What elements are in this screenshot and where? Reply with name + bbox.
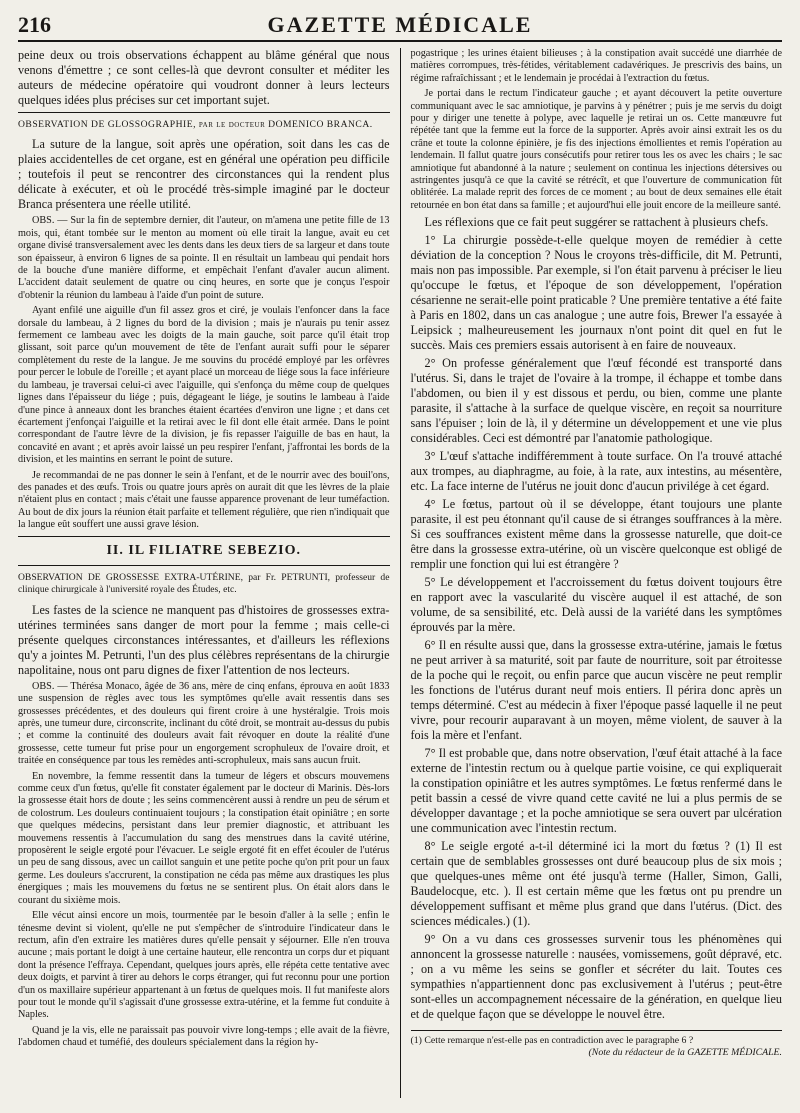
reflection-item: 5° Le développement et l'accroissement du fœtus doivent toujours être en rapport avec la vascularité du viscère auquel il est attaché, de son volume, de sa sensibilité, etc. Delà aussi de la variété dans les symptômes éprouvés par la mère. — [410, 575, 782, 635]
observation-heading: OBSERVATION DE GROSSESSE EXTRA-UTÉRINE, par Fr. PETRUNTI, professeur de clinique chirurgicale à l'université royale des Études, etc. — [18, 571, 390, 596]
observation-paragraph: OBS. — Thérésa Monaco, âgée de 36 ans, mère de cinq enfans, éprouva en août 1833 une suspension de règles avec tous les symptômes qu'elle avait ressentis dans ses grossesses précédentes, et des douleurs qui firent croire à une hystéralgie. Trois mois après, une tumeur dure, circonscrite, inclinant du côté droit, se montrait au-dessus du pubis ; et comme la continuité des douleurs avait fait révoquer en doute la réalité d'une grossesse, cette tumeur fut prise pour un engorgement scrophuleux de l'ovaire droit, et traitée en conséquence par tous les remèdes anti-scrophuleux, mais sans aucun fruit. — [18, 680, 390, 767]
left-column — [18, 48, 401, 1098]
page-number: 216 — [18, 12, 51, 37]
observation-paragraph: OBS. — Sur la fin de septembre dernier, dit l'auteur, on m'amena une petite fille de 13 mois, qui, étant tombée sur le menton au moment où elle tirait la langue, avait eu cet organe divisé transversalement avec les dents dans les deux tiers de sa largeur et dans toute son épaisseur, à environ 6 lignes de sa pointe. Il en résultait un lambeau qui pendait hors de la bouche d'une manière difforme, et empêchait l'enfant d'avaler aucun aliment. L'accident datait seulement de quatre ou cinq heures, en sorte que je conçus l'espoir d'obtenir la réunion du lambeau à l'aide d'un point de suture. — [18, 215, 390, 301]
observation-intro: La suture de la langue, soit après une opération, soit dans les cas de plaies accidentelles de cet organe, est en général une opération peu difficile ; toutefois il peut se rencontrer des circonstances qui la rendent plus délicate à exécuter, et où le procédé très-simple imaginé par le docteur Branca présentera une réelle utilité. — [18, 137, 390, 212]
divider — [18, 112, 390, 113]
observation-paragraph: Je recommandai de ne pas donner le sein à l'enfant, et de le nourrir avec des bouil'ons, des panades et des œufs. Trois ou quatre jours après on aurait dit que les lèvres de la plaie n'étaient plus en contact ; mais c'était une fausse apparence provenant de leur tuméfaction. Au bout de dix jours la réunion était parfaite et tellement régulière, que rien n'indiquait que la langue eût souffert une aussi grave lésion. — [18, 469, 390, 531]
reflection-item: 7° Il est probable que, dans notre observation, l'œuf était attaché à la face externe de l'intestin rectum ou à quelque partie voisine, ce qui expliquerait la constipation opiniâtre et les autres symptômes. Le fœtus renfermé dans le petit bassin a cessé de vivre quand cette cavité ne lui a plus permis de se développer davantage ; et la poche amniotique se sera ouvert par ulcération une communication avec l'intestin rectum. — [410, 746, 782, 836]
intro-paragraph: peine deux ou trois observations échappent au blâme général que nous venons d'émettre ; ce sont celles-là que devront consulter et méditer les auteurs de médecine opératoire qui voudront donner à leurs lecteurs quelques idées plus précises sur cet important sujet. — [18, 48, 390, 107]
observation-heading: OBSERVATION DE GLOSSOGRAPHIE, par le docteur DOMENICO BRANCA. — [18, 119, 373, 130]
divider — [18, 536, 390, 537]
right-column — [401, 48, 783, 1098]
reflection-item: 8° Le seigle ergoté a-t-il déterminé ici la mort du fœtus ? (1) Il est certain que de semblables grossesses ont duré beaucoup plus de six mois ; que quelques-unes même ont été jusqu'à terme (Haller, Simon, Galli, Baudelocque, etc. ). Il est certain même que les fœtus ont pu prendre un développement suffisant et même plus grand que dans l'utérus. (Dict. des sciences médicales.) (1). — [410, 839, 782, 929]
reflection-item: 3° L'œuf s'attache indifféremment à toute surface. On l'a trouvé attaché aux trompes, au diaphragme, au foie, à la rate, aux intestins, au mésentère, etc. La face interne de l'utérus ne jouit donc d'aucun privilége à cet égard. — [410, 449, 782, 494]
divider — [18, 565, 390, 566]
reflection-item: 9° On a vu dans ces grossesses survenir tous les phénomènes qui annoncent la grossesse naturelle : nausées, vomissemens, goût dépravé, etc. ; on a vu même les seins se gonfler et sécréter du lait. Toutes ces sympathies n'appartiennent donc pas exclusivement à l'utérus ; peut-être sont-elles un accompagnement nécessaire de la génération, en quelque lieu et de quelque façon que se développe le nouvel être. — [410, 932, 782, 1022]
page-header — [18, 12, 782, 42]
section-title: II. IL FILIATRE SEBEZIO. — [106, 542, 302, 558]
observation-paragraph: Quand je la vis, elle ne paraissait pas pouvoir vivre long-temps ; elle avait de la fièvre, l'abdomen chaud et tuméfié, des douleurs spécialement dans la région hy- — [18, 1024, 390, 1049]
reflection-item: 1° La chirurgie possède-t-elle quelque moyen de remédier à cette déviation de la conception ? Nous le croyons très-difficile, dit M. Petrunti, mais non pas impossible. Par exemple, si l'on était parvenu à préciser le lieu qu'occupe le fœtus, et l'époque de son développement, l'opération césarienne ne serait-elle point praticable ? Une première tentative a été faite à Paris en 1802, dans un cas analogue ; une autre fois, Brewer l'a essayée à Leipsick ; malheureusement les journaux n'ont point dit quel en fut le succès. Mais ces premiers essais autorisent à en faire de nouveaux. — [410, 233, 782, 353]
observation-paragraph: En novembre, la femme ressentit dans la tumeur de légers et obscurs mouvemens comme ceux d'un fœtus, qu'elle fit constater également par le docteur di Marinis. Dès-lors la grossesse était hors de doute ; les seins commencèrent aussi à rendre un peu de sérum et de colostrum. Les douleurs continuaient toujours ; la constipation était opiniâtre ; en sorte que quelques médecins, persistant dans leur premier diagnostic, et attribuant les mouvemens ressentis à l'accumulation du sang des menstrues dans la cavité utérine, proposèrent le seigle ergoté pour l'évacuer. Le seigle ergoté fit en effet écouler de l'utérus un peu de sang dissous, avec un caillot sanguin et une petite poche qu'on prit pour un faux germe. Les douleurs s'accrurent, la constipation ne céda pas même aux drastiques les plus énergiques ; mais les mouvemens du fœtus ne se sentirent plus. On était alors dans le courant du sixième mois. — [18, 770, 390, 906]
observation-paragraph: Elle vécut ainsi encore un mois, tourmentée par le besoin d'aller à la selle ; enfin le ténesme devint si violent, qu'elle ne put s'empêcher de s'introduire l'indicateur dans le rectum, afin d'en extraire les matières dures qu'elle pensait y séjourner. Elle n'en trouva aucune ; mais portant le doigt à une certaine hauteur, elle rencontra un corps dur et piquant dont la présence l'effraya. Cependant, quelques jours après, elle répéta cette tentative avec deux doigts, et parvint à tirer au dehors le corps étranger, qui fut reconnu pour une portion d'un os maxillaire supérieur appartenant à un fœtus de quelques mois. Il fut manifeste alors pour tout le monde qu'il s'agissait d'une grossesse extra-utérine, et la femme fut conduite à Naples. — [18, 910, 390, 1021]
footnote-signature: (Note du rédacteur de la GAZETTE MÉDICALE. — [588, 1047, 782, 1059]
footnote — [411, 1030, 783, 1059]
footnote-text: (1) Cette remarque n'est-elle pas en contradiction avec le paragraphe 6 ? — [410, 1035, 694, 1047]
continued-paragraph: pogastrique ; les urines étaient bilieuses ; à la constipation avait succédé une diarrhée de matières corrompues, très-fétides, véritablement cadavériques. Je prescrivis des bains, un régime rafraîchissant ; et le lendemain je procédai à l'extraction du fœtus. — [410, 48, 782, 84]
continued-paragraph: Je portai dans le rectum l'indicateur gauche ; et ayant découvert la petite ouverture communiquant avec le sac amniotique, je parvins à y pénétrer ; puis je me servis du doigt pour y diriger une tenette à polype, avec laquelle je retirai un os. Cette manœuvre fut répétée tant que la femme eut la force de la supporter. Après avoir ainsi extrait les os du crâne et toute la colonne épinière, je fis des injections émollientes et remis l'opération au lendemain. Il fallut quatre jours consécutifs pour retirer tous les os avec les chairs ; le sac amniotique fut abandonné à la nature ; seulement on continua les injections détersives ou astringentes jusqu'à ce que la cavité se rétrécît, et que l'ouverture de communication fût oblitérée. La malade reprit des forces de ce moment ; au bout de deux semaines elle était retournée en bon état dans sa famille ; et aujourd'hui elle jouit encore de la meilleure santé. — [410, 88, 782, 211]
columns — [18, 48, 782, 1098]
reflection-item: 2° On professe généralement que l'œuf fécondé est transporté dans l'utérus. Si, dans le trajet de l'ovaire à la trompe, il échappe et tombe dans l'abdomen, ou bien il y est dissous et perdu, ou bien, comme une plante parasite, il s'attache à la surface de quelque viscère, en reçoit sa nourriture sans l'épuiser ; loin de là, il y détermine un développement et une vie plus considérables. Ceci est démontré par l'anatomie pathologique. — [410, 356, 782, 446]
reflections-intro: Les réflexions que ce fait peut suggérer se rattachent à plusieurs chefs. — [424, 215, 769, 230]
journal-title: GAZETTE MÉDICALE — [267, 12, 533, 37]
reflection-item: 4° Le fœtus, partout où il se développe, étant toujours une plante parasite, il est peu étonnant qu'il cause de si étranges souffrances à la mère. Si ces souffrances existent même dans la grossesse naturelle, que doit-ce être dans la grossesse extra-utérine, où un viscère quelconque est obligé de remplir une fonction qui lui est étrangère ? — [410, 497, 782, 572]
observation-paragraph: Ayant enfilé une aiguille d'un fil assez gros et ciré, je voulais l'enfoncer dans la face dorsale du lambeau, à 2 lignes du bord de la division ; mais je n'aurais pu tenir assez fermement ce lambeau avec les doigts de la main gauche, soit parce qu'il était trop glissant, soit parce qu'un mouvement de tête de l'enfant aurait suffi pour le séparer complètement du reste de la langue. Je me souvins du procédé employé par les orfèvres pour percer le lobule de l'oreille ; et ayant placé un morceau de liége sous la face inférieure du lambeau, je traversai celui-ci avec l'aiguille, qui s'enfonça du même coup de quelques lignes dans l'épaisseur du liége ; puis, dégageant le liége, je soutins le lambeau à l'aide d'une pince à anneaux dont les branches étaient écartées d'environ une ligne ; et dans cet écartement j'enfonçai l'aiguille et la retirai avec le fil dont elle était armée. Dans le point correspondant de l'autre lèvre de la division, je fis repasser l'aiguille de bas en haut, la concavité en avant ; et après avoir laissé un peu respirer l'enfant, j'affrontai les bords de la division, et les maintins en serrant le point de suture. — [18, 305, 390, 466]
observation-intro: Les fastes de la science ne manquent pas d'histoires de grossesses extra-utérines terminées sans danger de mort pour la femme ; mais celle-ci présente quelques circonstances intéressantes, et d'ailleurs les réflexions qu'y a jointes M. Petrunti, l'un des plus célèbres représentans de la chirurgie napolitaine, nous ont paru dignes de fixer l'attention de nos lecteurs. — [18, 602, 390, 677]
reflection-item: 6° Il en résulte aussi que, dans la grossesse extra-utérine, jamais le fœtus ne peut arriver à sa maturité, soit par faute de nourriture, soit par étroitesse de la poche qui le reçoit, ou enfin parce que aucun viscère ne peut remplir les fonctions de l'utérus durant neuf mois entiers. Il périra donc après un temps déterminé. C'est au médecin à fixer l'époque passé laquelle il ne peut vivre, pour recourir auparavant à un moyen, même violent, de sauver à la fois la mère et l'enfant. — [410, 638, 782, 743]
